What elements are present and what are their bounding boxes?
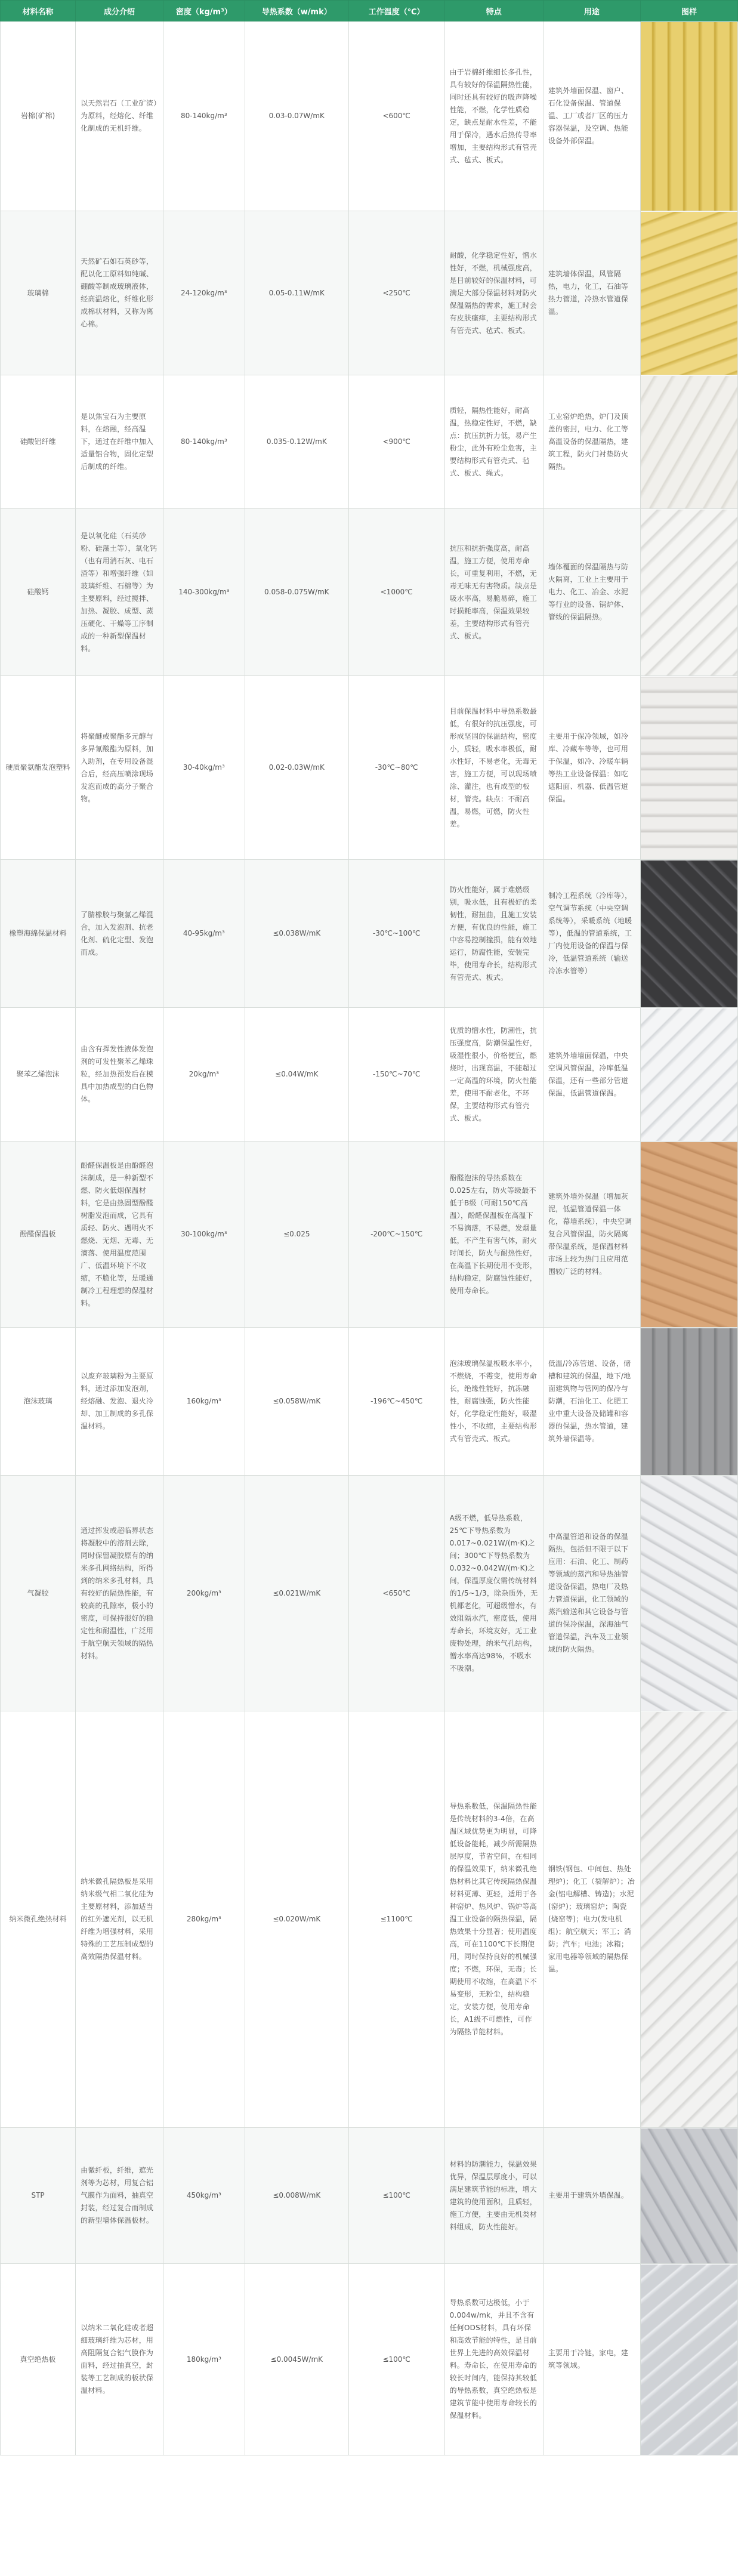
features-cell: 材料的防潮能力，保温效果优异，保温层厚度小，可以满足建筑节能的标准，增大建筑的使用面积，且质轻，施工方便，主要由无机类材料组成，防火性能好。 bbox=[444, 2128, 543, 2264]
table-row bbox=[1, 21, 738, 211]
composition-cell: 以天然岩石（工业矿渣）为原料，经熔化、纤维化制成的无机纤维。 bbox=[76, 21, 163, 211]
uses-cell: 建筑外墙墙面保温，中央空调风管保温，冷库低温保温，还有一些部分管道保温，低温管道保温。 bbox=[543, 1008, 640, 1142]
uses-cell: 建筑墙体保温，风管隔热，电力，化工，石油等热力管道，冷热水管道保温。 bbox=[543, 211, 640, 375]
temperature-cell: <600℃ bbox=[348, 21, 444, 211]
sample-image-cell bbox=[640, 21, 737, 211]
white-ceramic-blanket-image bbox=[641, 376, 737, 508]
density-cell: 80-140kg/m³ bbox=[163, 21, 245, 211]
table-row bbox=[1, 2128, 738, 2264]
sample-image-cell bbox=[640, 211, 737, 375]
temperature-cell: <650℃ bbox=[348, 1476, 444, 1711]
sample-image-cell bbox=[640, 1328, 737, 1476]
density-cell: 140-300kg/m³ bbox=[163, 509, 245, 676]
conductivity-cell: ≤0.058W/mK bbox=[245, 1328, 348, 1476]
table-row bbox=[1, 676, 738, 860]
conductivity-cell: ≤0.008W/mK bbox=[245, 2128, 348, 2264]
composition-cell: 纳米微孔隔热板是采用纳米级气相二氧化硅为主要原材料，添加适当的红外遮光剂，以无机纤维为增强材料，采用特殊的工艺压制成型的高效隔热保温材料。 bbox=[76, 1711, 163, 2128]
conductivity-cell: 0.058-0.075W/mK bbox=[245, 509, 348, 676]
table-header-row bbox=[1, 1, 738, 21]
sample-image-cell bbox=[640, 676, 737, 860]
material-name-cell: 硅酸铝纤维 bbox=[1, 375, 76, 509]
temperature-cell: -200℃~150℃ bbox=[348, 1142, 444, 1328]
conductivity-cell: ≤0.021W/mK bbox=[245, 1476, 348, 1711]
yellow-glass-wool-rolls-image bbox=[641, 212, 737, 375]
density-cell: 180kg/m³ bbox=[163, 2264, 245, 2455]
yellow-fiber-slabs-image bbox=[641, 22, 737, 211]
sample-image-cell bbox=[640, 1142, 737, 1328]
table-row bbox=[1, 860, 738, 1008]
temperature-cell: -30℃~100℃ bbox=[348, 860, 444, 1008]
conductivity-cell: ≤0.0045W/mK bbox=[245, 2264, 348, 2455]
header-temperature: 工作温度（℃） bbox=[348, 1, 444, 21]
features-cell: 防火性能好，属于难燃级别，吸水低，且有极好的柔韧性，耐扭曲，且施工安装方便，有优良的性能，施工中容易控制撞损，能有效地运行，防腐性能，安装完毕，使用寿命长，结构形式有管壳式、板式。 bbox=[444, 860, 543, 1008]
temperature-cell: -30℃~80℃ bbox=[348, 676, 444, 860]
sample-image-cell bbox=[640, 509, 737, 676]
temperature-cell: ≤100℃ bbox=[348, 2264, 444, 2455]
density-cell: 40-95kg/m³ bbox=[163, 860, 245, 1008]
table-row bbox=[1, 1711, 738, 2128]
header-density: 密度（kg/m³） bbox=[163, 1, 245, 21]
silver-vacuum-panel-image bbox=[641, 2128, 737, 2263]
temperature-cell: <250℃ bbox=[348, 211, 444, 375]
sample-image-cell bbox=[640, 1476, 737, 1711]
uses-cell: 主要用于建筑外墙保温。 bbox=[543, 2128, 640, 2264]
dark-rubber-foam-sheets-image bbox=[641, 860, 737, 1007]
temperature-cell: -150℃~70℃ bbox=[348, 1008, 444, 1142]
material-name-cell: 橡塑海绵保温材料 bbox=[1, 860, 76, 1008]
silver-vip-panels-image bbox=[641, 2265, 737, 2455]
white-pu-foam-boards-image bbox=[641, 677, 737, 859]
material-name-cell: 纳米微孔绝热材料 bbox=[1, 1711, 76, 2128]
features-cell: 导热系数低，保温隔热性能是传统材料的3-4倍，在高温区域优势更为明显，可降低设备能耗，减少所需隔热层厚度，节省空间，在相同的保温效果下，纳米微孔绝热材料比其它传统隔热保温材料更薄、更轻，适用于各种窑炉、热风炉、锅炉等高温工业设备的隔热保温，隔热效果十分显著；使用温度高，可在1100℃下长期使用，同时保持良好的机械强度；不燃，环保，无毒；长期使用不收缩，在高温下不易变形，无粉尘，结构稳定，安装方便，使用寿命长，A1级不可燃性，可作为隔热节能材料。 bbox=[444, 1711, 543, 2128]
sample-image-cell bbox=[640, 860, 737, 1008]
composition-cell: 通过挥发或超临界状态将凝胶中的溶剂去除，同时保留凝胶原有的纳米多孔网络结构，所得到的纳米多孔材料，具有较好的隔热性能，有较高的孔隙率，极小的密度，可保持很好的稳定性和耐温性，广泛用于航空航天领域的隔热材料。 bbox=[76, 1476, 163, 1711]
uses-cell: 建筑外墙面保温、窗户、石化设备保温、管道保温、工厂或者厂区的压力容器保温，及空调、热能设备外部保温。 bbox=[543, 21, 640, 211]
density-cell: 30-100kg/m³ bbox=[163, 1142, 245, 1328]
features-cell: 抗压和抗折强度高，耐高温，施工方便，使用寿命长，可重复利用，不燃，无毒无味无有害物质。缺点是吸水率高，易脆易碎，施工时损耗率高，保温效果较差，主要结构形式有管壳式、板式。 bbox=[444, 509, 543, 676]
composition-cell: 是以氧化硅（石英砂粉、硅藻土等），氧化钙（也有用消石灰、电石渣等）和增强纤维（如玻璃纤维、石棉等）为主要原料，经过搅拌、加热、凝胶、成型、蒸压硬化、干燥等工序制成的一种新型保温材料。 bbox=[76, 509, 163, 676]
tan-phenolic-board-image bbox=[641, 1142, 737, 1327]
conductivity-cell: 0.05-0.11W/mK bbox=[245, 211, 348, 375]
conductivity-cell: 0.02-0.03W/mK bbox=[245, 676, 348, 860]
sample-image-cell bbox=[640, 1711, 737, 2128]
uses-cell: 主要用于保冷领域，如冷库、冷藏车等等，也可用于保温，如冷、冷暖车辆等热工业设备保温：如吃遮阳面、机器、低温管道保温。 bbox=[543, 676, 640, 860]
conductivity-cell: ≤0.038W/mK bbox=[245, 860, 348, 1008]
header-uses: 用途 bbox=[543, 1, 640, 21]
density-cell: 450kg/m³ bbox=[163, 2128, 245, 2264]
header-name: 材料名称 bbox=[1, 1, 76, 21]
white-microporous-panels-image bbox=[641, 1712, 737, 2127]
temperature-cell: <1000℃ bbox=[348, 509, 444, 676]
material-name-cell: 酚醛保温板 bbox=[1, 1142, 76, 1328]
white-calcium-silicate-boards-image bbox=[641, 510, 737, 675]
conductivity-cell: 0.035-0.12W/mK bbox=[245, 375, 348, 509]
material-name-cell: STP bbox=[1, 2128, 76, 2264]
header-conductivity: 导热系数（w/mk） bbox=[245, 1, 348, 21]
temperature-cell: <900℃ bbox=[348, 375, 444, 509]
features-cell: 质轻，隔热性能好，耐高温，热稳定性好，不燃，缺点：抗压抗折力低，易产生粉尘，此外有粉尘危害，主要结构形式有管壳式、毡式、板式、绳式。 bbox=[444, 375, 543, 509]
white-aerogel-roll-image bbox=[641, 1476, 737, 1711]
features-cell: A级不燃，低导热系数，25℃下导热系数为0.017~0.021W/(m·K)之间；300℃下导热系数为0.032~0.042W/(m·K)之间，保温厚度仅需传统材料的1/5~1/3，除杂质外，无机都老化，可超级憎水，有效阻隔水汽，密度低，使用寿命长，环境友好，无工业废物处理，纳米气孔结构，憎水率高达98%，不吸水不吸潮。 bbox=[444, 1476, 543, 1711]
sample-image-cell bbox=[640, 375, 737, 509]
table-row bbox=[1, 1328, 738, 1476]
header-features: 特点 bbox=[444, 1, 543, 21]
material-name-cell: 硅酸钙 bbox=[1, 509, 76, 676]
density-cell: 80-140kg/m³ bbox=[163, 375, 245, 509]
uses-cell: 墙体覆面的保温隔热与防火隔离，工业上主要用于电力、化工、冶金、水泥等行业的设备、锅炉体、管线的保温隔热。 bbox=[543, 509, 640, 676]
composition-cell: 由微纤板，纤维，遮光剂等为芯材，用复合铝气膜作为面料，抽真空封装，经过复合而制成的新型墙体保温板材。 bbox=[76, 2128, 163, 2264]
conductivity-cell: ≤0.04W/mK bbox=[245, 1008, 348, 1142]
density-cell: 280kg/m³ bbox=[163, 1711, 245, 2128]
uses-cell: 主要用于冷链，家电，建筑等领域。 bbox=[543, 2264, 640, 2455]
uses-cell: 建筑外墙外保温（增加灰泥，低温管道保温一体化，幕墙系统），中央空调复合风管保温，防火隔离带保温系统，是保温材料市场上较为热门且应用范围较广泛的材料。 bbox=[543, 1142, 640, 1328]
composition-cell: 是以焦宝石为主要原料，在熔融，经高温下，通过在纤维中加入适量铝合物，固化定型后制成的纤维。 bbox=[76, 375, 163, 509]
sample-image-cell bbox=[640, 2128, 737, 2264]
table-row bbox=[1, 211, 738, 375]
conductivity-cell: 0.03-0.07W/mK bbox=[245, 21, 348, 211]
temperature-cell: ≤100℃ bbox=[348, 2128, 444, 2264]
grey-foam-glass-blocks-image bbox=[641, 1328, 737, 1475]
table-row bbox=[1, 1142, 738, 1328]
table-row bbox=[1, 1476, 738, 1711]
composition-cell: 天然矿石如石英砂等，配以化工原料如纯碱、硼酸等制成玻璃液体，经高温熔化，纤维化形成棉状材料，又称为离心棉。 bbox=[76, 211, 163, 375]
conductivity-cell: ≤0.025 bbox=[245, 1142, 348, 1328]
material-name-cell: 气凝胶 bbox=[1, 1476, 76, 1711]
material-name-cell: 聚苯乙烯泡沫 bbox=[1, 1008, 76, 1142]
features-cell: 优质的憎水性，防潮性，抗压强度高，防潮保温性好，吸湿性很小，价格便宜，燃烧时，出现高温，不能超过一定高温的环境，防火性能差，使用不耐老化，不环保，主要结构形式有管壳式、板式。 bbox=[444, 1008, 543, 1142]
uses-cell: 钢铁(钢包、中间包、热处理炉)；化工（裂解炉）；冶金(铝电解槽、铸造)；水泥(窑炉)；玻璃窑炉；陶瓷(烧窑等)；电力(发电机组)；航空航天；军工；消防；汽车；电池；冰箱；家用电器等领域的隔热保温。 bbox=[543, 1711, 640, 2128]
composition-cell: 以纳米二氧化硅或者超细玻璃纤维为芯材，用高阻隔复合铝气膜作为面料，经过抽真空，封装等工艺制成的板状保温材料。 bbox=[76, 2264, 163, 2455]
table-row bbox=[1, 2264, 738, 2455]
conductivity-cell: ≤0.020W/mK bbox=[245, 1711, 348, 2128]
material-name-cell: 泡沫玻璃 bbox=[1, 1328, 76, 1476]
temperature-cell: -196℃~450℃ bbox=[348, 1328, 444, 1476]
header-image: 图样 bbox=[640, 1, 737, 21]
features-cell: 导热系数可达极低，小于0.004w/mk，并且不含有任何ODS材料，具有环保和高效节能的特性，是目前世界上先进的高效保温材料。寿命长，在使用寿命的较长时间内，能保持其较低的导热系数，真空绝热板是建筑节能中使用寿命较长的保温材料。 bbox=[444, 2264, 543, 2455]
features-cell: 泡沫玻璃保温板吸水率小，不燃烧，不霉变，使用寿命长，绝缘性能好，抗冻融性，耐腐蚀强，防火性能好，化学稳定性能好，吸湿性小，不收缩，主要结构形式有管壳式、板式。 bbox=[444, 1328, 543, 1476]
table-row bbox=[1, 1008, 738, 1142]
composition-cell: 酚醛保温板是由酚醛泡沫制成，是一种新型不燃、防火低烟保温材料，它是由热固型酚醛树脂发泡而成，它具有质轻、防火、遇明火不燃烧、无烟、无毒、无滴落、使用温度范围广、低温环境下不收缩，不脆化等，是暖通制冷工程理想的保温材料。 bbox=[76, 1142, 163, 1328]
composition-cell: 由含有挥发性液体发泡剂的可发性聚苯乙烯珠粒，经加热预发后在模具中加热成型的白色物体。 bbox=[76, 1008, 163, 1142]
density-cell: 30-40kg/m³ bbox=[163, 676, 245, 860]
features-cell: 由于岩棉纤维细长多孔性，具有较好的保温隔热性能，同时还具有较好的吸声降噪性能，不燃，化学性质稳定，缺点是耐水性差，不能用于保冷，遇水后热传导率增加，主要结构形式有管壳式、毡式、板式。 bbox=[444, 21, 543, 211]
density-cell: 160kg/m³ bbox=[163, 1328, 245, 1476]
features-cell: 酚醛泡沫的导热系数在0.025左右，防火等级最不低于B级（可耐150℃高温），酚醛保温板在高温下不易滴落，不易燃，发烟量低，不产生有害气体，耐火时间长，防火与耐热性好，在高温下长期使用不变形，结构稳定，防腐蚀性能好，使用寿命长。 bbox=[444, 1142, 543, 1328]
white-eps-boards-image bbox=[641, 1008, 737, 1141]
composition-cell: 了腈橡胶与聚氯乙烯混合，加入发泡剂、抗老化剂、硫化定型、发泡而成。 bbox=[76, 860, 163, 1008]
temperature-cell: ≤1100℃ bbox=[348, 1711, 444, 2128]
table-row bbox=[1, 375, 738, 509]
composition-cell: 将聚醚或聚酯多元醇与多异氰酸酯为原料，加入助剂，在专用设备混合后，经高压喷涂现场发泡而成的高分子聚合物。 bbox=[76, 676, 163, 860]
header-intro: 成分介绍 bbox=[76, 1, 163, 21]
material-name-cell: 玻璃棉 bbox=[1, 211, 76, 375]
density-cell: 200kg/m³ bbox=[163, 1476, 245, 1711]
uses-cell: 低温/冷冻管道、设备，储槽和建筑的保温，地下/地面建筑物与管网的保冷与防潮，石油化工、化肥工业中重大设备及储罐和容器的保温，热水管道，建筑外墙保温等。 bbox=[543, 1328, 640, 1476]
table-row bbox=[1, 509, 738, 676]
features-cell: 耐酸，化学稳定性好，憎水性好，不燃，机械强度高，是目前较好的保温材料，可满足大部分保温材料对防火保温隔热的需求，施工时会有皮肤瘙痒，主要结构形式有管壳式、毡式、板式。 bbox=[444, 211, 543, 375]
table-body bbox=[1, 21, 738, 2455]
material-name-cell: 岩棉(矿棉) bbox=[1, 21, 76, 211]
composition-cell: 以废弃玻璃粉为主要原料，通过添加发泡剂，经熔融、发泡、退火冷却、加工制成的多孔保温材料。 bbox=[76, 1328, 163, 1476]
features-cell: 目前保温材料中导热系数最低，有很好的抗压强度，可形成坚固的保温结构，密度小，质轻，吸水率极低，耐水性好，不易老化，无毒无害，施工方便，可以现场喷涂、灌注，也有成型的板材，管壳。缺点：不耐高温，易燃，可燃，防火性差。 bbox=[444, 676, 543, 860]
material-name-cell: 真空绝热板 bbox=[1, 2264, 76, 2455]
uses-cell: 制冷工程系统（冷库等），空气调节系统（中央空调系统等），采暖系统（地暖等），低温的管道系统，工厂内使用设备的保温与保冷，低温管道系统（输送冷冻水管等） bbox=[543, 860, 640, 1008]
uses-cell: 工业窑炉绝热，炉门及顶盖的密封，电力、化工等高温设备的保温隔热，建筑工程，防火门衬垫防火隔热。 bbox=[543, 375, 640, 509]
sample-image-cell bbox=[640, 2264, 737, 2455]
density-cell: 24-120kg/m³ bbox=[163, 211, 245, 375]
sample-image-cell bbox=[640, 1008, 737, 1142]
density-cell: 20kg/m³ bbox=[163, 1008, 245, 1142]
material-name-cell: 硬质聚氨酯发泡塑料 bbox=[1, 676, 76, 860]
uses-cell: 中高温管道和设备的保温隔热，包括但不限于以下应用：石油、化工、制药等领域的蒸汽和导热油管道设备保温，热电厂及热力管道保温，化工领域的蒸汽输送和其它设备与管道的保冷保温，深海油气管道保温，汽车及工业领域的防火隔热。 bbox=[543, 1476, 640, 1711]
